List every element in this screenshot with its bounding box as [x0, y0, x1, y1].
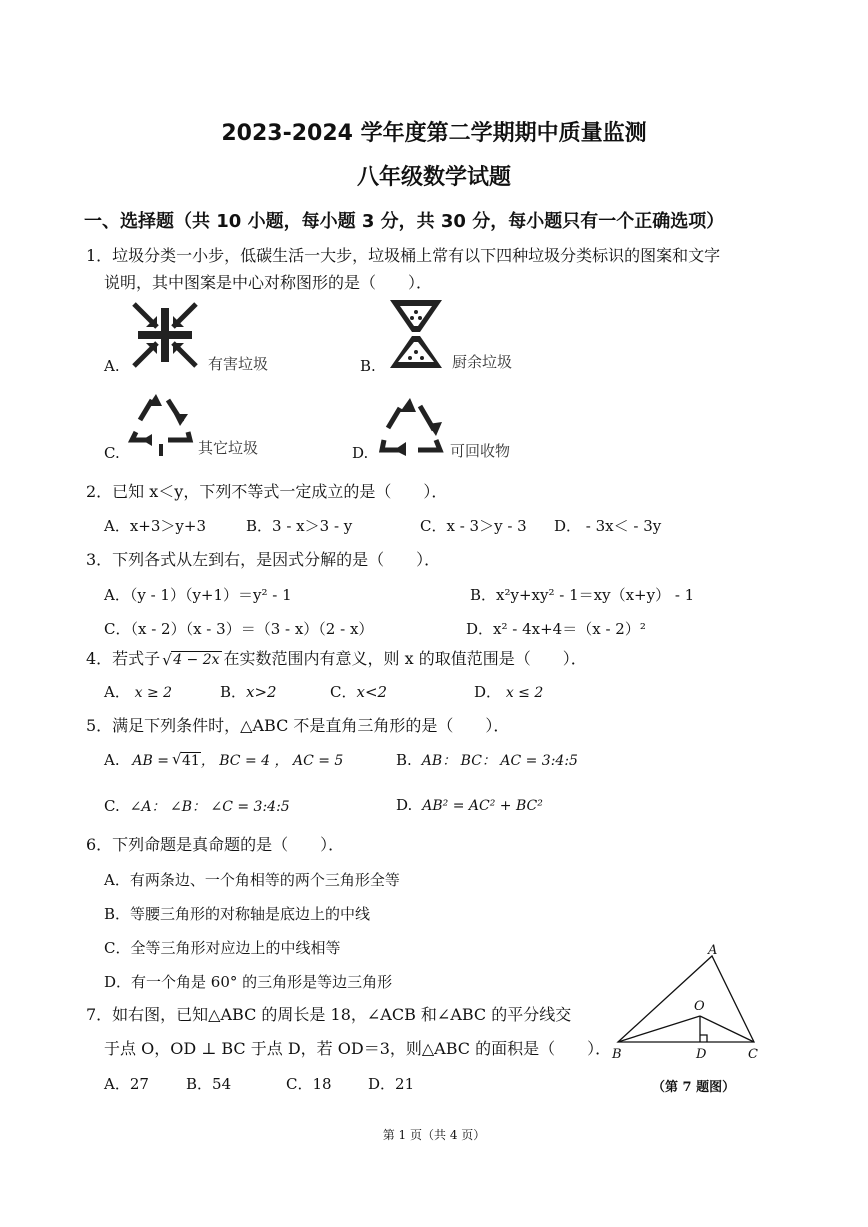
question-6-stem: 6．下列命题是真命题的是（ ）．	[86, 835, 345, 854]
label-a: A	[708, 943, 718, 958]
q4-option-c: C．x<2	[330, 683, 388, 701]
label-d: D	[696, 1047, 707, 1062]
q2-option-a: A．x+3＞y+3	[104, 517, 206, 535]
recyclable-icon	[378, 396, 444, 458]
q5-option-c: C. ∠A： ∠B： ∠C = 3:4:5	[104, 797, 290, 815]
q5-option-a: A. AB = √ 41， BC = 4 ， AC = 5	[104, 750, 344, 769]
q7-figure-caption: （第 7 题图）	[652, 1080, 736, 1095]
q5-option-d: D. AB² = AC² + BC²	[396, 796, 543, 814]
q4-option-d: D． x ≤ 2	[474, 683, 544, 701]
q7-option-a: A．27	[104, 1075, 149, 1093]
q4-radicand: 4 − 2x	[173, 652, 220, 668]
q7-triangle-figure	[612, 942, 772, 1072]
question-1-line-1: 1．垃圾分类一小步，低碳生活一大步，垃圾桶上常有以下四种垃圾分类标识的图案和文字	[86, 246, 721, 265]
q6-option-a: A．有两条边、一个角相等的两个三角形全等	[104, 871, 400, 889]
section-heading: 一、选择题（共 10 小题，每小题 3 分，共 30 分，每小题只有一个正确选项）	[84, 211, 725, 232]
label-c: C	[748, 1047, 758, 1062]
question-7-line-1: 7．如右图，已知△ABC 的周长是 18，∠ACB 和∠ABC 的平分线交	[86, 1005, 572, 1024]
q1-option-b-caption: 厨余垃圾	[452, 353, 513, 371]
q1-option-b-letter: B.	[360, 357, 376, 375]
q1-option-a-letter: A.	[104, 357, 120, 375]
label-b: B	[612, 1047, 622, 1062]
q7-option-b: B．54	[186, 1075, 232, 1093]
q4-option-a: A． x ≥ 2	[104, 683, 173, 701]
q2-option-d: D． - 3x＜ - 3y	[554, 517, 662, 535]
q7-option-d: D．21	[368, 1075, 415, 1093]
q1-option-c-letter: C.	[104, 444, 120, 462]
q3-option-a: A．（y - 1）（y+1）＝y² - 1	[104, 586, 292, 604]
q3-option-d: D．x² - 4x+4＝（x - 2）²	[466, 620, 646, 638]
q3-option-c: C．（x - 2）（x - 3）＝（3 - x）（2 - x）	[104, 620, 374, 638]
q7-option-c: C．18	[286, 1075, 332, 1093]
q2-option-c: C．x - 3＞y - 3	[420, 517, 527, 535]
q4-stem-post: 在实数范围内有意义，则 x 的取值范围是（ ）．	[223, 649, 587, 668]
question-2-stem: 2．已知 x＜y，下列不等式一定成立的是（ ）．	[86, 482, 448, 501]
q1-option-d-letter: D.	[352, 444, 369, 462]
question-7-line-2: 于点 O，OD ⊥ BC 于点 D，若 OD＝3，则△ABC 的面积是（ ）．	[104, 1039, 612, 1058]
question-4-stem	[86, 648, 587, 671]
q6-option-b: B．等腰三角形的对称轴是底边上的中线	[104, 905, 371, 923]
q6-option-d: D．有一个角是 60° 的三角形是等边三角形	[104, 973, 393, 991]
q4-radical: √ 4 − 2x	[162, 651, 220, 669]
page-number: 第 1 页（共 4 页）	[382, 1128, 486, 1142]
question-1-line-2: 说明，其中图案是中心对称图形的是（ ）．	[104, 273, 433, 292]
page-title: 2023-2024 学年度第二学期期中质量监测	[221, 121, 647, 146]
q6-option-c: C．全等三角形对应边上的中线相等	[104, 939, 341, 957]
q1-option-d-caption: 可回收物	[450, 442, 511, 460]
q4-option-b: B．x>2	[220, 683, 277, 701]
q1-option-c-caption: 其它垃圾	[198, 439, 259, 457]
question-5-stem: 5．满足下列条件时，△ABC 不是直角三角形的是（ ）．	[86, 716, 510, 735]
other-waste-icon	[128, 392, 194, 456]
q2-option-b: B．3 - x＞3 - y	[246, 517, 353, 535]
q5-option-b: B. AB： BC： AC = 3:4:5	[396, 751, 578, 769]
label-o: O	[694, 999, 705, 1014]
kitchen-waste-icon	[388, 298, 444, 370]
hazardous-waste-icon	[130, 300, 200, 370]
q1-option-a-caption: 有害垃圾	[208, 355, 269, 373]
question-3-stem: 3．下列各式从左到右，是因式分解的是（ ）．	[86, 550, 441, 569]
q3-option-b: B．x²y+xy² - 1＝xy（x+y） - 1	[470, 586, 695, 604]
q4-stem-pre: 4．若式子	[86, 649, 161, 668]
page-subtitle: 八年级数学试题	[356, 165, 511, 190]
